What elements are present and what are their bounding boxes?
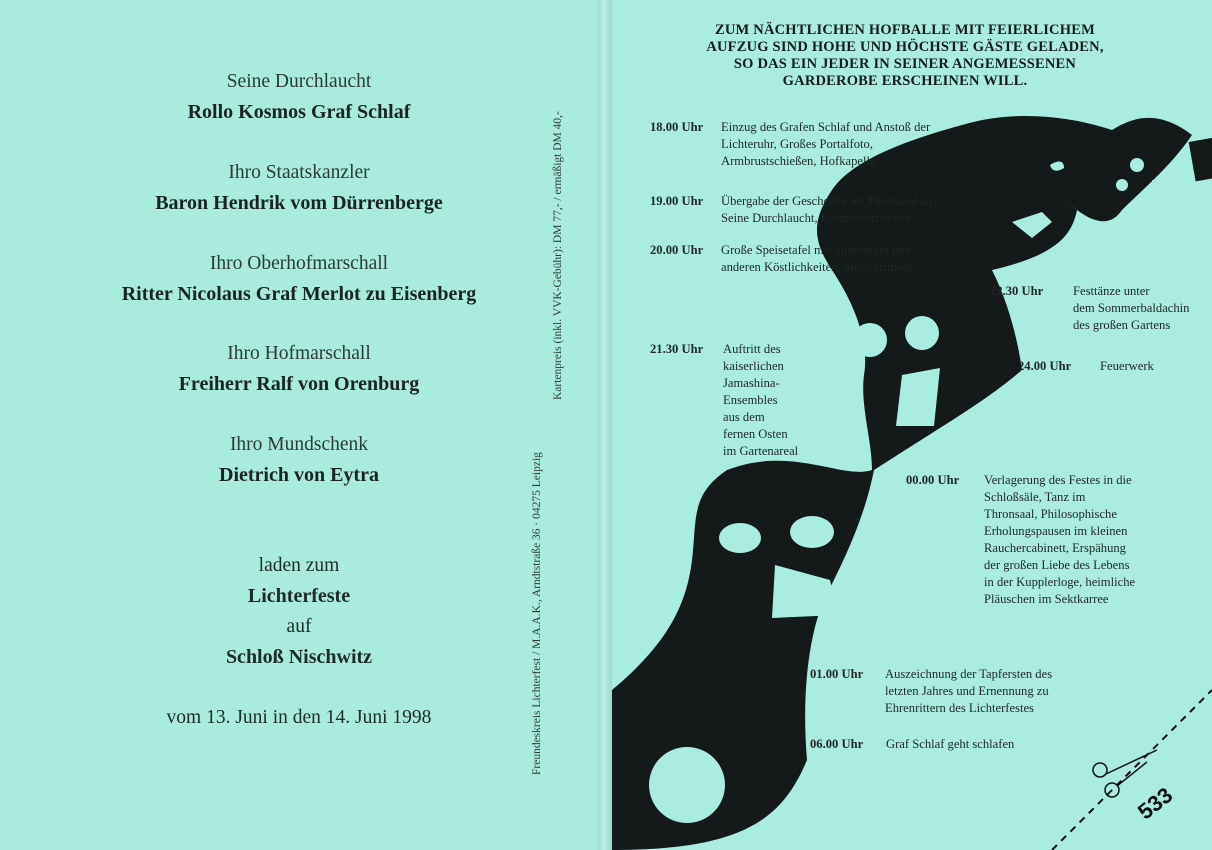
schedule-time: 00.00 Uhr [906, 473, 960, 487]
date-line: vom 13. Juni in den 14. Juni 1998 [166, 707, 432, 728]
desc-line: in der Kupplerloge, heimliche [984, 575, 1136, 589]
ticket-number: 533 [1132, 782, 1178, 825]
fold-crease [598, 0, 612, 850]
desc-line: Ehrenrittern des Lichterfestes [885, 701, 1034, 715]
desc-line: Rauchercabinett, Erspähung [984, 541, 1126, 555]
invite-auf: auf [286, 616, 312, 637]
desc-line: der großen Liebe des Lebens [984, 558, 1130, 572]
desc-line: Jamashina- [723, 376, 780, 390]
host-name: Ritter Nicolaus Graf Merlot zu Eisenberg [121, 283, 477, 305]
schedule-time: 18.00 Uhr [650, 120, 704, 134]
host-role: Ihro Mundschenk [229, 434, 369, 455]
host-name: Baron Hendrik vom Dürrenberge [155, 192, 443, 214]
desc-line: dem Sommerbaldachin [1073, 301, 1190, 315]
schedule-desc [1073, 283, 1205, 334]
schedule-desc [723, 341, 843, 460]
desc-line: fernen Osten [723, 427, 788, 441]
schedule-desc [721, 119, 986, 170]
schedule-time: 06.00 Uhr [810, 737, 864, 751]
schedule-time: 21.30 Uhr [650, 342, 704, 356]
invite-place: Schloß Nischwitz [225, 646, 373, 668]
desc-line: Verlagerung des Festes in die [984, 473, 1132, 487]
desc-line: Pläuschen im Sektkarree [984, 592, 1109, 606]
host-role: Ihro Hofmarschall [227, 343, 371, 364]
schedule-time: 19.00 Uhr [650, 194, 704, 208]
desc-line: Große Speisetafel mit Spanferkel und [721, 243, 911, 257]
schedule-desc [721, 242, 986, 276]
desc-line: Erholungspausen im kleinen [984, 524, 1128, 538]
desc-line: im Gartenareal [723, 444, 799, 458]
spine-text [530, 50, 566, 810]
desc-line: des großen Gartens [1073, 318, 1171, 332]
scissors-icon [1093, 750, 1157, 797]
desc-line: anderen Köstlichkeiten, Streichtriplett [721, 260, 913, 274]
desc-line: Auszeichnung der Tapfersten des [885, 667, 1053, 681]
desc-line: aus dem [723, 410, 765, 424]
desc-line: kaiserlichen [723, 359, 784, 373]
schedule-desc [984, 472, 1164, 608]
headline-line: SO DAS EIN JEDER IN SEINER ANGEMESSENEN [733, 56, 1077, 72]
schedule-desc [885, 666, 1075, 717]
desc-line: Seine Durchlaucht, Kammerorchester [721, 211, 911, 225]
headline [650, 22, 1160, 90]
host-role: Ihro Oberhofmarschall [209, 253, 389, 274]
invite-line: laden zum [258, 555, 340, 576]
desc-line: Festtänze unter [1073, 284, 1150, 298]
schedule-desc [886, 736, 1076, 753]
spine-address: Freundeskreis Lichterfest / M.A.A.K., Arndtstraße 36 · 04275 Leipzig [531, 452, 543, 775]
host-5 [0, 434, 598, 487]
desc-line: Armbrustschießen, Hofkapelle [721, 154, 876, 168]
desc-line: Graf Schlaf geht schlafen [886, 737, 1015, 751]
host-4 [0, 343, 598, 396]
schedule-time: 24.00 Uhr [1018, 359, 1072, 373]
host-2 [0, 162, 598, 215]
desc-line: Feuerwerk [1100, 359, 1154, 373]
host-name: Dietrich von Eytra [219, 464, 379, 486]
host-3 [0, 253, 598, 306]
host-1 [0, 71, 598, 124]
headline-line: GARDEROBE ERSCHEINEN WILL. [782, 73, 1028, 89]
schedule-time: 01.00 Uhr [810, 667, 864, 681]
desc-line: Lichteruhr, Großes Portalfoto, [721, 137, 873, 151]
host-role: Seine Durchlaucht [226, 71, 372, 92]
schedule-time: 22.30 Uhr [990, 284, 1044, 298]
desc-line: letzten Jahres und Ernennung zu [885, 684, 1049, 698]
desc-line: Übergabe der Geschenke im Thronsaal an [721, 194, 933, 208]
desc-line: Ensembles [723, 393, 778, 407]
host-role: Ihro Staatskanzler [228, 162, 370, 183]
desc-line: Einzug des Grafen Schlaf und Anstoß der [721, 120, 931, 134]
desc-line: Auftritt des [723, 342, 781, 356]
spine-price: Kartenpreis (inkl. VVK-Gebühr): DM 77,- / ermäßigt DM 40,- [552, 111, 564, 400]
schedule-time: 20.00 Uhr [650, 243, 704, 257]
schedule-desc [721, 193, 986, 227]
headline-line: ZUM NÄCHTLICHEN HOFBALLE MIT FEIERLICHEM [715, 22, 1095, 38]
desc-line: Thronsaal, Philosophische [984, 507, 1117, 521]
desc-line: Schloßsäle, Tanz im [984, 490, 1086, 504]
invite-event: Lichterfeste [247, 585, 351, 607]
host-name: Rollo Kosmos Graf Schlaf [187, 101, 411, 123]
host-name: Freiherr Ralf von Orenburg [178, 373, 420, 395]
schedule-desc [1100, 358, 1200, 375]
headline-line: AUFZUG SIND HOHE UND HÖCHSTE GÄSTE GELADEN, [706, 39, 1104, 55]
